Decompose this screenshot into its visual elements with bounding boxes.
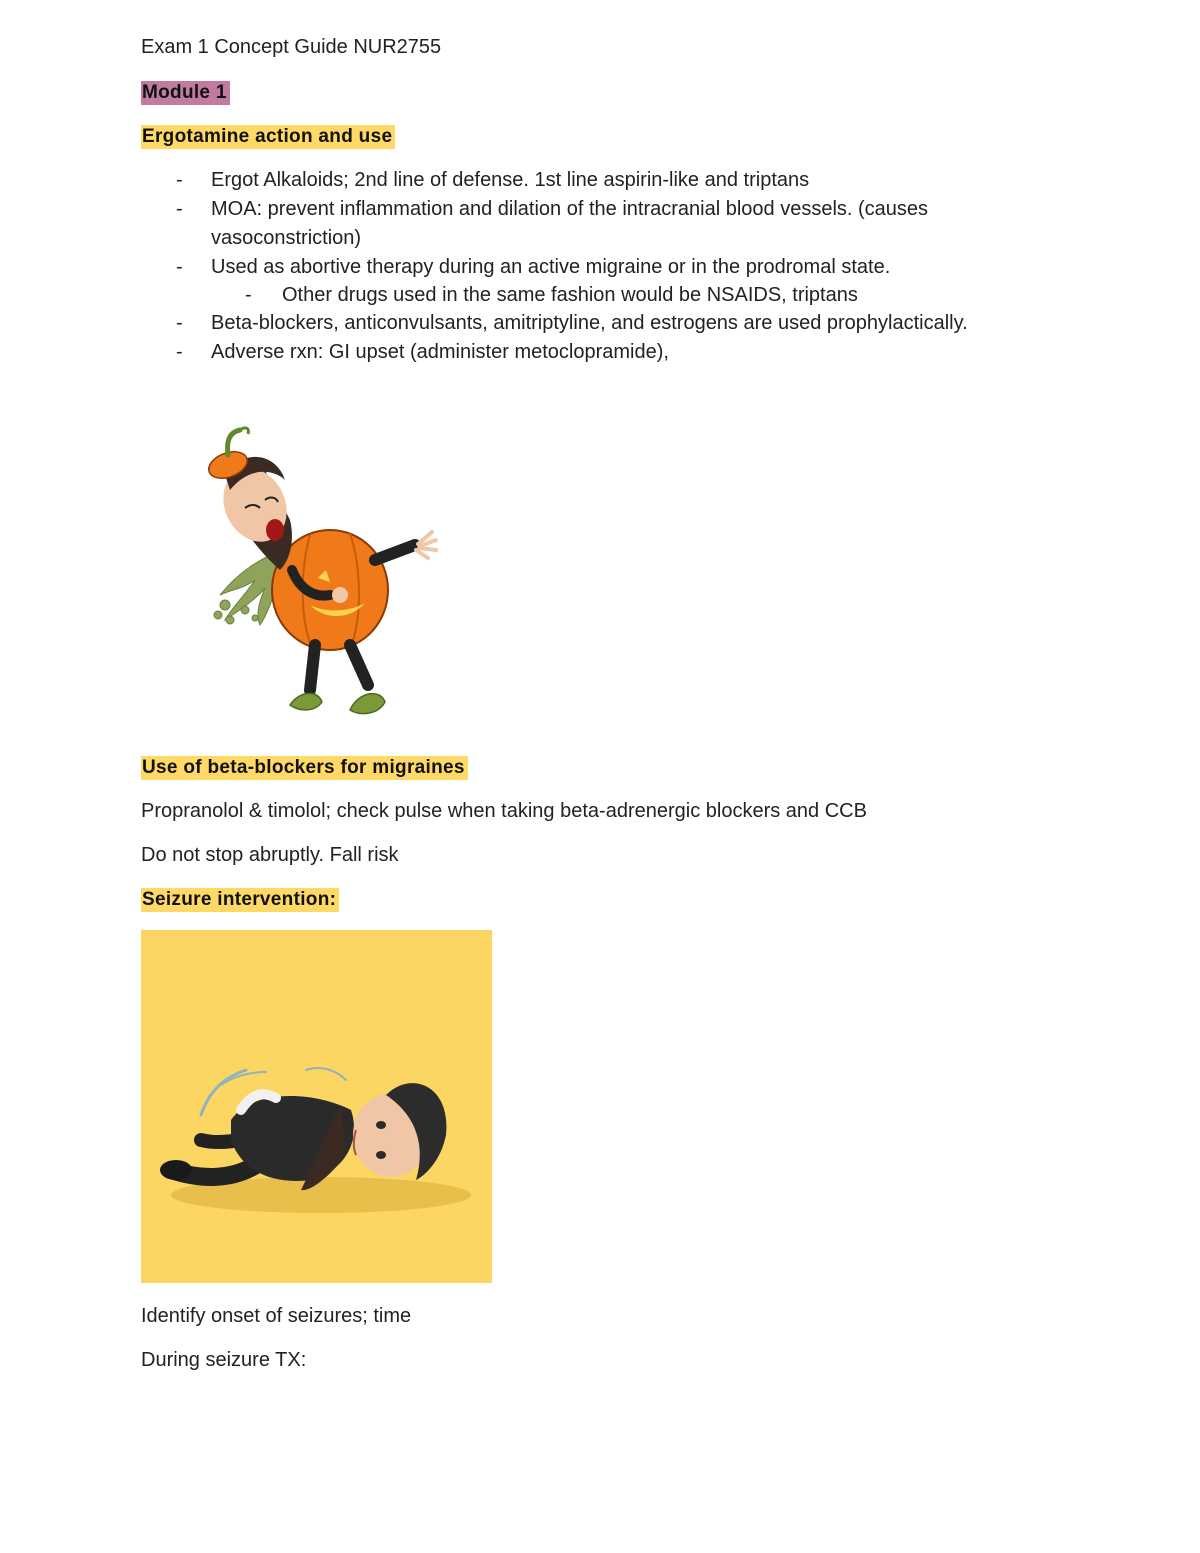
seizure-figure [141, 930, 492, 1283]
document-title: Exam 1 Concept Guide NUR2755 [141, 36, 442, 58]
module-heading: Module 1 [141, 81, 230, 105]
pumpkin-costume-illustration [200, 420, 450, 725]
section-heading-beta-blockers: Use of beta-blockers for migraines [141, 756, 468, 780]
seizure-illustration [141, 930, 492, 1283]
beta-blockers-line-1: Propranolol & timolol; check pulse when taking beta-adrenergic blockers and CCB [141, 800, 867, 822]
seizure-line-1: Identify onset of seizures; time [141, 1305, 412, 1327]
beta-blockers-line-2: Do not stop abruptly. Fall risk [141, 844, 399, 866]
section-heading-ergotamine: Ergotamine action and use [141, 125, 395, 149]
section-heading-seizure: Seizure intervention: [141, 888, 339, 912]
seizure-line-2: During seizure TX: [141, 1349, 307, 1371]
